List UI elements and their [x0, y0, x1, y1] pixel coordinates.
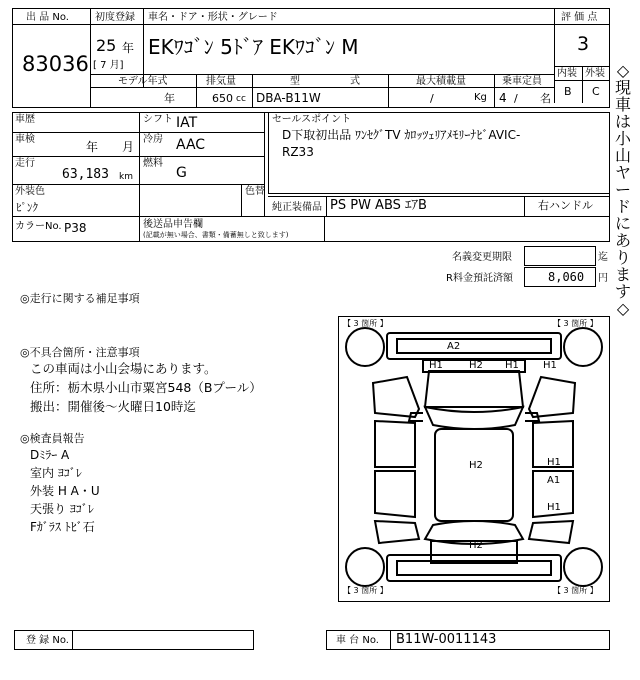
sales-point-line1: D下取初出品 ﾜﾝｾｸﾞTV ｶﾛｯﾂｪﾘｱﾒﾓﾘｰﾅﾋﾞAVIC-: [282, 128, 521, 142]
recycle-label: R料金預託済額: [446, 273, 513, 284]
mark-a2: A2: [447, 341, 461, 352]
fuel-label: 燃料: [143, 158, 163, 169]
model-year-label: モデル年式: [118, 76, 168, 87]
interior-grade: B: [564, 85, 572, 98]
sidebar-note: ◇現車は小山ヤードにあります◇: [614, 61, 631, 318]
shift-label: シフト: [143, 114, 173, 125]
car-name: EKﾜｺﾞﾝ 5ﾄﾞｱ EKﾜｺﾞﾝ M: [148, 35, 359, 59]
ac-value: AAC: [176, 137, 206, 153]
inspector-line: Dﾐﾗｰ A: [30, 448, 70, 462]
inspection-label: 車検: [15, 134, 35, 145]
name-change-box: [524, 246, 596, 266]
fuel-value: G: [176, 165, 187, 181]
divider: [388, 74, 389, 108]
recycle-amount: 8,060: [548, 270, 585, 284]
divider: [268, 196, 610, 197]
history-label: 車歴: [15, 114, 35, 125]
mark-h2-roof: H2: [469, 460, 483, 471]
inspector-title: ◎検査員報告: [20, 432, 85, 445]
corner-label-br: 【 3 箇所 】: [553, 586, 598, 595]
divider: [324, 216, 325, 242]
divider: [554, 8, 555, 103]
first-reg-year-unit: 年: [122, 41, 135, 55]
sales-point-line2: RZ33: [282, 145, 314, 159]
ac-label: 冷房: [143, 134, 163, 145]
reg-no-label: 登 録 No.: [26, 635, 69, 646]
max-load-slash: /: [430, 92, 434, 105]
car-diagram: [338, 316, 610, 602]
divider: [554, 80, 610, 81]
divider: [554, 24, 610, 25]
mileage-value: 63,183: [62, 167, 109, 182]
recycle-unit: 円: [598, 273, 608, 284]
divider: [12, 24, 90, 25]
name-change-unit: 迄: [598, 252, 608, 263]
inspector-line: 天張り ﾖｺﾞﾚ: [30, 502, 94, 516]
capacity-value: 4: [499, 91, 507, 105]
docs-label: 後送品申告欄: [143, 219, 203, 230]
divider: [524, 196, 525, 216]
divider: [582, 66, 583, 103]
handle-value: 右ハンドル: [538, 199, 593, 212]
divider: [139, 216, 140, 242]
mark-h2-hood: H2: [469, 360, 483, 371]
ext-color-value: ﾋﾟﾝｸ: [16, 201, 38, 214]
mileage-label: 走行: [15, 158, 35, 169]
inspector-line: 外装 H A・U: [30, 484, 100, 498]
divider: [90, 87, 554, 88]
defects-line1: この車両は小山会場にあります。: [30, 361, 217, 376]
chassis-number: B11W-0011143: [396, 632, 497, 647]
divider: [12, 156, 264, 157]
corner-label-tl: 【 3 箇所 】: [343, 319, 388, 328]
model-year-unit: 年: [164, 92, 175, 105]
first-reg-year: 25: [96, 36, 117, 55]
capacity-slash: /: [514, 92, 518, 105]
divider: [196, 74, 197, 108]
color-no-label: カラーNo.: [15, 221, 62, 232]
divider: [241, 184, 242, 216]
mark-h2-rear: H2: [469, 540, 483, 551]
docs-note: (記載が無い場合、書類・備蓄無しと致します): [143, 231, 289, 239]
type-label-2: 式: [350, 76, 360, 87]
type-label: 型: [290, 76, 300, 87]
exterior-grade: C: [592, 85, 600, 98]
first-reg-label: 初度登録: [95, 12, 135, 23]
chassis-label: 車 台 No.: [336, 635, 379, 646]
divider: [264, 112, 265, 216]
mark-h1-door: H1: [547, 457, 561, 468]
divider: [390, 630, 391, 650]
car-name-label: 車名・ドア・形状・グレード: [148, 12, 278, 23]
first-reg-month: [ 7 月]: [93, 60, 124, 71]
equipment-value: PS PW ABS ｴｱB: [330, 198, 427, 213]
ext-color-label: 外装色: [15, 186, 45, 197]
divider: [12, 184, 264, 185]
displacement-unit: cc: [236, 94, 246, 104]
max-load-label: 最大積載量: [416, 76, 466, 87]
color-no-value: P38: [64, 221, 87, 235]
displacement-label: 排気量: [206, 76, 236, 87]
divider: [494, 74, 495, 108]
inspector-line: 室内 ﾖｺﾞﾚ: [30, 466, 82, 480]
mark-h1-left: H1: [429, 360, 443, 371]
mark-h1-front-fender: H1: [543, 360, 557, 371]
corner-label-tr: 【 3 箇所 】: [553, 319, 598, 328]
divider: [90, 24, 554, 25]
inspection-year: 年: [86, 140, 99, 154]
equipment-label: 純正装備品: [272, 202, 322, 213]
displacement-value: 650: [212, 92, 233, 105]
divider: [12, 132, 264, 133]
lot-no-label: 出 品 No.: [26, 12, 69, 23]
divider: [90, 8, 91, 108]
lot-number: 83036: [22, 52, 89, 76]
mark-h1-rear-door: H1: [547, 502, 561, 513]
capacity-unit: 名: [540, 92, 551, 105]
max-load-unit: Kg: [474, 92, 487, 103]
capacity-label: 乗車定員: [502, 76, 542, 87]
type-value: DBA-B11W: [256, 91, 321, 105]
mark-a1-door: A1: [547, 475, 561, 486]
divider: [326, 196, 327, 216]
corner-label-bl: 【 3 箇所 】: [343, 586, 388, 595]
divider: [72, 630, 73, 650]
defects-line3: 搬出：開催後～火曜日10時迄: [30, 399, 196, 414]
mileage-unit: km: [119, 172, 133, 182]
color-change-label: 色替: [245, 186, 265, 197]
score-label: 評 価 点: [561, 12, 598, 23]
inspection-month: 月: [122, 140, 135, 154]
defects-line2: 住所：栃木県小山市粟宮548（Bプール）: [30, 380, 262, 395]
score-value: 3: [577, 33, 590, 55]
driving-notes-title: ◎走行に関する補足事項: [20, 292, 140, 305]
divider: [252, 74, 253, 108]
divider: [90, 74, 554, 75]
divider: [139, 112, 140, 216]
exterior-label: 外装: [585, 68, 605, 79]
sales-point-label: セールスポイント: [272, 114, 352, 125]
inspector-line: Fｶﾞﾗｽ ﾄﾋﾞ石: [30, 520, 95, 534]
shift-value: IAT: [176, 115, 198, 131]
mark-h1-right: H1: [505, 360, 519, 371]
name-change-label: 名義変更期限: [452, 252, 512, 263]
defects-title: ◎不具合箇所・注意事項: [20, 346, 140, 359]
divider: [12, 216, 610, 217]
interior-label: 内装: [557, 68, 577, 79]
